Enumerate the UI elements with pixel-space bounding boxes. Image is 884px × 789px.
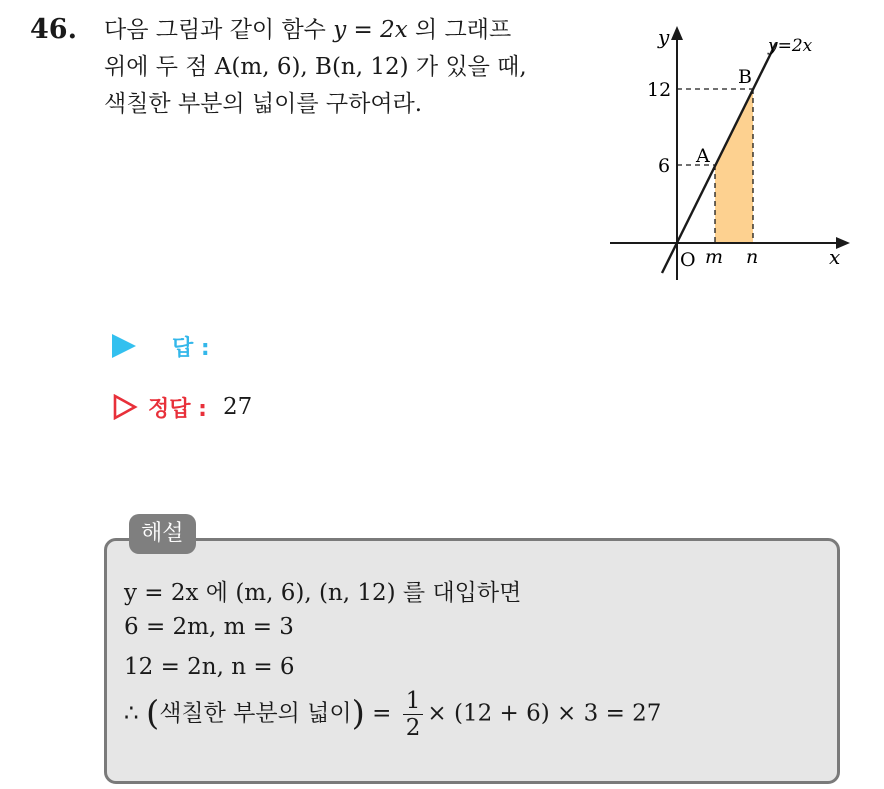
correct-answer-label: 정답 : xyxy=(148,396,207,422)
solution-line-2: 6 = 2m, m = 3 xyxy=(124,614,294,640)
fraction-half: $\frac{1}{2}$ xyxy=(403,688,424,741)
solution-line-3: 12 = 2n, n = 6 xyxy=(124,654,295,680)
solution-tab: 해설 xyxy=(129,514,196,554)
outline-play-icon xyxy=(112,394,138,420)
question-line-3: 색칠한 부분의 넓이를 구하여라. xyxy=(104,91,423,117)
area-text: 색칠한 부분의 넓이 xyxy=(159,700,352,727)
tick-6: 6 xyxy=(658,155,671,177)
correct-answer-value: 27 xyxy=(222,394,253,420)
play-icon xyxy=(112,334,136,358)
n-label: n xyxy=(746,246,759,268)
line-label: y=2x xyxy=(768,36,813,56)
y-axis-arrow xyxy=(671,26,683,40)
answer-label: 답 : xyxy=(172,335,210,361)
question-number: 46. xyxy=(30,14,77,45)
question-line-1: 다음 그림과 같이 함수 y = 2x 의 그래프 xyxy=(104,17,512,43)
function-equation: y = 2x xyxy=(333,17,408,43)
correct-answer-row xyxy=(112,391,252,423)
point-b-label: B xyxy=(738,66,752,88)
x-axis-label: x xyxy=(829,245,841,269)
m-label: m xyxy=(705,246,724,268)
answer-row xyxy=(112,330,210,362)
point-a-label: A xyxy=(696,145,710,167)
tick-12: 12 xyxy=(647,79,672,101)
solution-line-1: y = 2x 에 (m, 6), (n, 12) 를 대입하면 xyxy=(124,580,522,606)
question-text xyxy=(104,12,594,123)
shaded-region xyxy=(715,89,753,243)
y-axis-label: y xyxy=(658,25,670,49)
question-line-2: 위에 두 점 A(m, 6), B(n, 12) 가 있을 때, xyxy=(104,54,527,80)
solution-line-4: ∴ (색칠한 부분의 넓이) = $\frac{1}{2}$ × (12 + 6) × 3 = 27 xyxy=(124,688,662,741)
origin-label: O xyxy=(680,249,696,271)
graph-figure xyxy=(600,24,870,286)
